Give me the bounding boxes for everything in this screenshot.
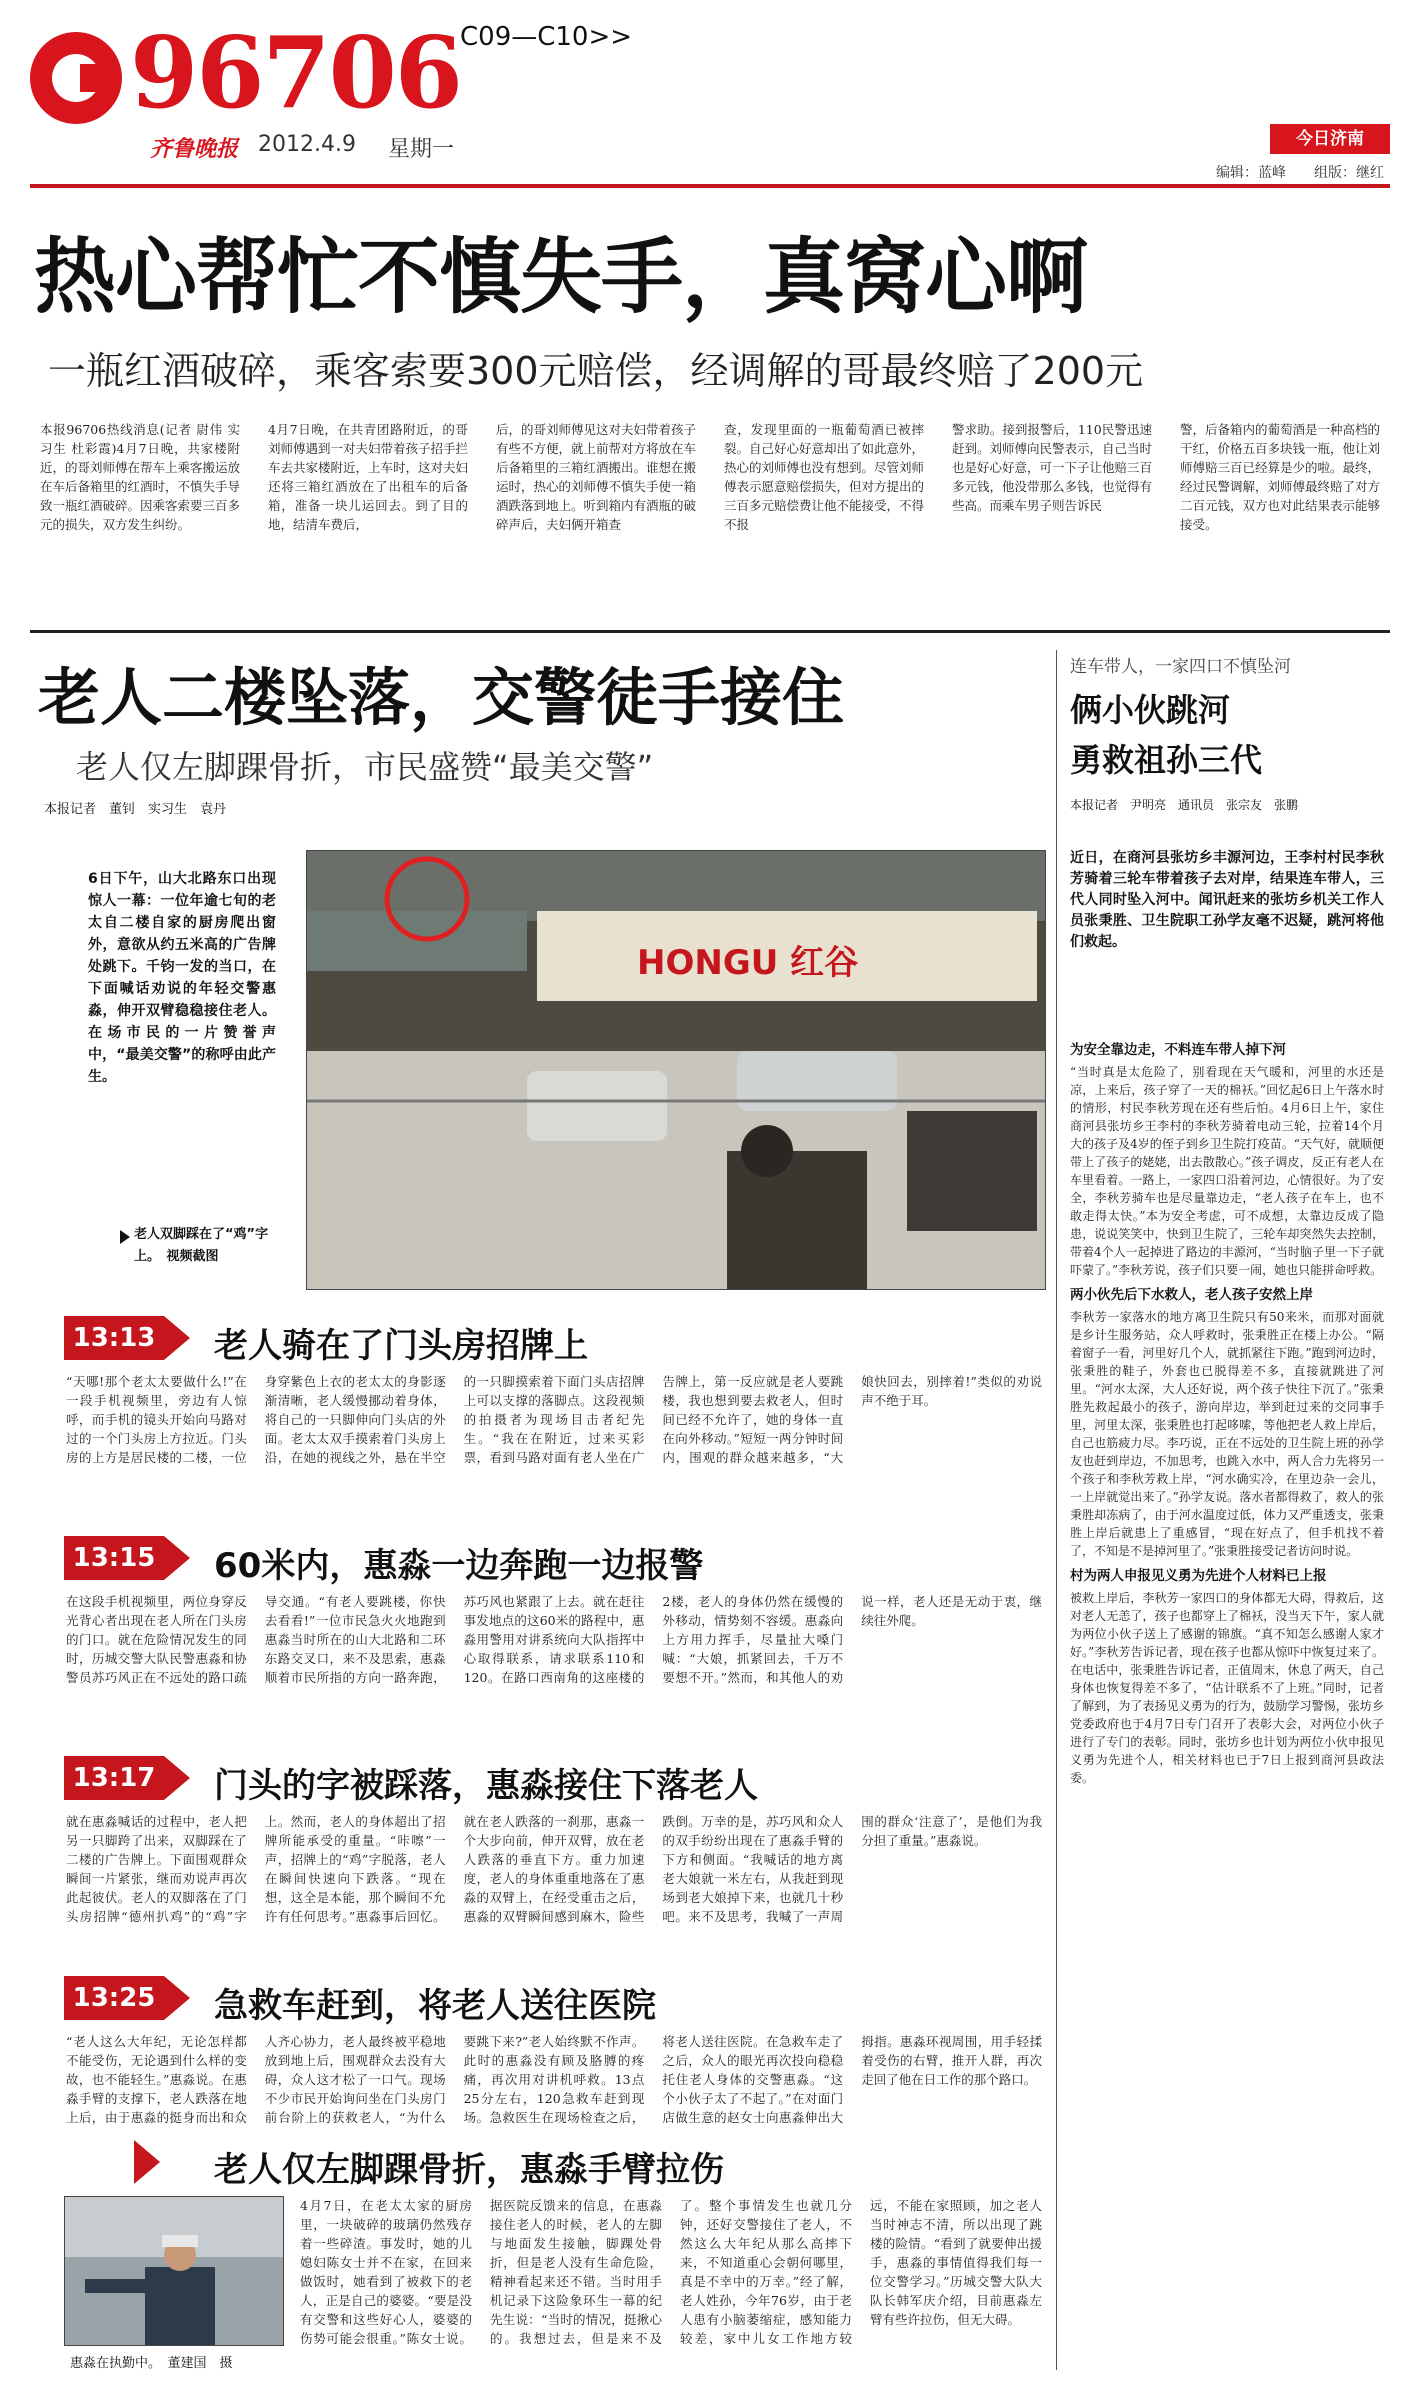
officer-photo-drawing: [65, 2197, 284, 2346]
officer-caption: 惠淼在执勤中。 董建国 摄: [70, 2356, 233, 2371]
sidebar-kicker: 连车带人，一家四口不慎坠河: [1070, 657, 1291, 677]
lead-col-2: 4月7日晚，在共青团路附近，的哥刘师傅遇到一对夫妇带着孩子招手拦车去共家楼附近，上车时，这对夫妇还将三箱红酒放在了出租车的后备箱，准备一块儿运回去。到了目的地，结清车费后，: [268, 422, 469, 532]
sidebar-text-1: “当时真是太危险了，别看现在天气暖和，河里的水还是凉，上来后，孩子穿了一天的棉袄。”回忆起6日上午落水时的情形，村民李秋芳现在还有些后怕。4月6日上午，家住商河县张坊乡王李村的李秋芳骑着电动三轮，拉着14个月大的孩子及4岁的侄子到乡卫生院打疫苗。“天气好，就顺便带上了孩子的姥姥，出去散散心。”孩子调皮，反正有老人在车里看着。一路上，一家四口沿着河边，心情很好。为了安全，李秋芳骑车也是尽量靠边走，“老人孩子在车上，也不敢走得太快。”本为安全考虑，可不成想，太靠边反成了隐患，说说笑笑中，快到卫生院了，三轮车却突然失去控制，带着4个人一起掉进了路边的丰源河，“当时脑子里一下子就吓蒙了。”李秋芳说，孩子们只要一闹，她也只能拼命呼救。: [1070, 1065, 1384, 1277]
section-1325-header: [64, 1976, 1044, 2026]
story2-byline: 本报记者 董钊 实习生 袁丹: [44, 802, 227, 817]
photo-caption: 老人双脚踩在了“鸡”字上。 视频截图: [134, 1227, 269, 1264]
sidebar-subhead-2: 两小伙先后下水救人，老人孩子安然上岸: [1070, 1287, 1313, 1303]
sidebar-headline-2: 勇救祖孙三代: [1070, 741, 1263, 779]
sidebar-text-3: 被救上岸后，李秋芳一家四口的身体都无大碍，得救后，这对老人无恙了，孩子也都穿上了棉袄，没当天下午，家人就为两位小伙子送上了感谢的锦旗。“真不知怎么感谢人家才好。”李秋芳告诉记者，现在孩子也都从惊吓中恢复过来了。在电话中，张秉胜告诉记者，正值周末，休息了两天，自己身体也恢复得差不多了，“估计联系不了上班。”同时，记者了解到，为了表扬见义勇为的行为，鼓励学习警惕，张坊乡党委政府也于4月7日专门召开了表彰大会，对两位小伙子进行了专门的表彰。同时，张坊乡也计划为两位小伙申报见义勇为先进个人，相关材料也已于7日上报到商河县政法委。: [1070, 1591, 1384, 1785]
issue-date: 2012.4.9: [258, 132, 356, 157]
lead-headline: 热心帮忙不慎失手，真窝心啊: [34, 230, 1088, 325]
page-range: C09—C10>>: [460, 22, 633, 52]
section-1313-header: [64, 1316, 1044, 1366]
hotline-number: 96706: [130, 16, 461, 131]
story2-headline: 老人二楼坠落，交警徒手接住: [38, 661, 845, 734]
lead-bottom-rule: [30, 630, 1390, 633]
lead-col-6: 警，后备箱内的葡萄酒是一种高档的干红，价格五百多块钱一瓶，他让刘师傅赔三百已经算是少的啦。最终，经过民警调解，刘师傅最终赔了对方二百元钱，双方也对此结果表示能够接受。: [1180, 422, 1381, 532]
section-time-badge: 13:25: [64, 1976, 164, 2020]
officer-photo: [64, 2196, 284, 2346]
section-title: 60米内，惠淼一边奔跑一边报警: [214, 1546, 704, 1586]
section-1317-text: 就在惠淼喊话的过程中，老人把另一只脚跨了出来，双脚踩在了二楼的广告牌上。下面围观群众瞬间一片紧张，继而劝说声再次此起彼伏。老人的双脚落在了门头房招牌“德州扒鸡”的“鸡”字上。然而，老人的身体超出了招牌所能承受的重量。“咔嚓”一声，招牌上的“鸡”字脱落，老人在瞬间快速向下跌落。“现在想，这全是本能，那个瞬间不允许有任何思考。”惠淼事后回忆。就在老人跌落的一刹那，惠淼一个大步向前，伸开双臂，放在老人跌落的垂直下方。重力加速度，老人的身体重重地落在了惠淼的双臂上，在经受重击之后，惠淼的双臂瞬间感到麻木，险些跌倒。万幸的是，苏巧风和众人的双手纷纷出现在了惠淼手臂的下方和侧面。“我喊话的地方离老大娘就一米左右，从我赶到现场到老大娘掉下来，也就几十秒吧。来不及思考，我喊了一声周围的群众‘注意了’，是他们为我分担了重量。”惠淼说。: [66, 1814, 1042, 1924]
lead-col-5: 警求助。接到报警后，110民警迅速赶到。刘师傅向民警表示，自己当时也是好心好意，可一下子让他赔三百多元钱，他没带那么多钱，也觉得有些高。而乘车男子则告诉民: [952, 422, 1153, 513]
sidebar-headline-1: 俩小伙跳河: [1070, 691, 1231, 729]
section-time-badge: 13:15: [64, 1536, 164, 1580]
section-title: 老人骑在了门头房招牌上: [214, 1326, 588, 1366]
paper-name: 齐鲁晚报: [150, 136, 239, 162]
arrow-right-icon: [164, 1316, 190, 1360]
photo-shop-sign: HONGU 红谷: [637, 943, 859, 983]
sidebar-subhead-3: 村为两人申报见义勇为先进个人材料已上报: [1070, 1568, 1327, 1584]
sidebar-divider: [1056, 650, 1057, 2370]
section-title: 急救车赶到，将老人送往医院: [214, 1986, 656, 2026]
sidebar-intro: 近日，在商河县张坊乡丰源河边，王李村村民李秋芳骑着三轮车带着孩子去对岸，结果连车带人，三代人同时坠入河中。闻讯赶来的张坊乡机关工作人员张秉胜、卫生院职工孙学友毫不迟疑，跳河将他们救起。: [1070, 850, 1384, 950]
arrow-right-icon: [164, 1536, 190, 1580]
story2-intro: 6日下午，山大北路东口出现惊人一幕：一位年逾七旬的老太自二楼自家的厨房爬出窗外，意欲从约五米高的广告牌处跳下。千钧一发的当口，在下面喊话劝说的年轻交警惠淼，伸开双臂稳稳接住老人。在场市民的一片赞誉声中，“最美交警”的称呼由此产生。: [88, 871, 276, 1085]
lead-columns: [40, 420, 1380, 620]
lead-col-3: 后，的哥刘师傅见这对夫妇带着孩子有些不方便，就上前帮对方将放在车后备箱里的三箱红酒搬出。谁想在搬运时，热心的刘师傅不慎失手使一箱酒跌落到地上。听到箱内有酒瓶的破碎声后，夫妇俩开箱查: [496, 422, 697, 532]
masthead-rule: [30, 184, 1390, 188]
arrow-right-icon: [164, 1756, 190, 1800]
lead-subhead: 一瓶红酒破碎，乘客索要300元赔偿，经调解的哥最终赔了200元: [48, 349, 1144, 393]
section-final-text: 4月7日，在老太太家的厨房里，一块破碎的玻璃仍然残存着一些碎渣。事发时，她的儿媳妇陈女士并不在家，在回来做饭时，她看到了被救下的老人，正是自己的婆婆。“要是没有交警和这些好心人，婆婆的伤势可能会很重。”陈女士说。据医院反馈来的信息，在惠淼接住老人的时候，老人的左脚与地面发生接触，脚踝处骨折，但是老人没有生命危险，精神看起来还不错。当时用手机记录下这险象环生一幕的纪先生说：“当时的情况，挺揪心的。我想过去，但是来不及了。整个事情发生也就几分钟，还好交警接住了老人，不然这么大年纪从那么高摔下来，不知道重心会朝何哪里，真是不幸中的万幸。”经了解，老人姓孙，今年76岁，由于老人患有小脑萎缩症，感知能力较差，家中儿女工作地方较远，不能在家照顾，加之老人当时神志不清，所以出现了跳楼的险情。“看到了就要伸出援手，惠淼的事情值得我们每一位交警学习。”历城交警大队大队长韩军庆介绍，目前惠淼左臂有些许拉伤，但无大碍。: [300, 2198, 1042, 2346]
photo-caption-marker-icon: [120, 1230, 130, 1244]
section-1313-text: “天哪!那个老太太要做什么!”在一段手机视频里，旁边有人惊呼，而手机的镜头开始向马路对过的一个门头房上方拉近。门头房的上方是居民楼的二楼，一位身穿紫色上衣的老太太的身影逐渐清晰，老人缓慢挪动着身体，将自己的一只脚伸向门头店的外面。老太太双手摸索着门头房上沿，在她的视线之外，悬在半空的一只脚摸索着下面门头店招牌上可以支撑的落脚点。这段视频的拍摄者为现场目击者纪先生。“我在在附近，过来买彩票，看到马路对面有老人坐在广告牌上，第一反应就是老人要跳楼，我也想到要去救老人，但时间已经不允许了，她的身体一直在向外移动。”短短一两分钟时间内，围观的群众越来越多，“大娘快回去，别摔着!”类似的劝说声不绝于耳。: [66, 1374, 1042, 1465]
section-1315-text: 在这段手机视频里，两位身穿反光背心者出现在老人所在门头房的门口。就在危险情况发生的同时，历城交警大队民警惠淼和协警员苏巧风正在不远处的路口疏导交通。“有老人要跳楼，你快去看看!”一位市民急火火地跑到惠淼当时所在的山大北路和二环东路交叉口，来不及思索，惠淼顺着市民所指的方向一路奔跑，苏巧风也紧跟了上去。就在赶往事发地点的这60米的路程中，惠淼用警用对讲系统向大队指挥中心取得联系，请求联系110和120。在路口西南角的这座楼的2楼，老人的身体仍然在缓慢的外移动，情势刻不容缓。惠淼向上方用力挥手，尽量扯大嗓门喊：“大娘，抓紧回去，千万不要想不开。”然而，和其他人的劝说一样，老人还是无动于衷，继续往外爬。: [66, 1594, 1042, 1685]
lead-col-1: 本报96706热线消息(记者 尉伟 实习生 杜彩霞)4月7日晚，共家楼附近，的哥刘师傅在帮车上乘客搬运放在车后备箱里的红酒时，不慎失手导致一瓶红酒破碎。因乘客索要三百多元的损失，双方发生纠纷。: [40, 422, 241, 532]
section-1315-header: [64, 1536, 1044, 1586]
section-title: 老人仅左脚踝骨折，惠淼手臂拉伤: [214, 2150, 724, 2190]
lead-col-4: 查，发现里面的一瓶葡萄酒已被摔裂。自己好心好意却出了如此意外，热心的刘师傅也没有想到。尽管刘师傅表示愿意赔偿损失，但对方提出的三百多元赔偿费让他不能接受，不得不报: [724, 422, 925, 532]
sidebar-text-2: 李秋芳一家落水的地方离卫生院只有50来米，而那对面就是乡计生服务站，众人呼救时，张秉胜正在楼上办公。“隔着窗子一看，河里好几个人，就抓紧往下跑。”跑到河边时，张秉胜的鞋子，外套也已脱得差不多，直接就跳进了河里。“河水太深，大人还好说，两个孩子快往下沉了。”张秉胜先救起最小的孩子，游向岸边，举到赶过来的交同事手里，河里太深，张秉胜也打起哆嗦，等他把老人救上岸后，自己也筋疲力尽。李巧说，正在不远处的卫生院上班的孙学友也赶到岸边，不加思考，也跳入水中，两人合力先将另一个孩子和李秋芳救上岸，“河水确实冷，在里边杂一会儿，一上岸就觉出来了。”孙学友说。落水者都得救了，救人的张秉胜却冻病了，由于河水温度过低，体力又严重透支，张秉胜上岸后就患上了重感冒，“现在好点了，但手机找不着了，不知是不是掉河里了。”张秉胜接受记者访问时说。: [1070, 1310, 1384, 1558]
masthead: [30, 16, 1390, 181]
story2-subhead: 老人仅左脚踝骨折，市民盛赞“最美交警”: [76, 748, 654, 786]
section-time-badge: 13:13: [64, 1316, 164, 1360]
scene-photo: [306, 850, 1046, 1290]
section-1317-header: [64, 1756, 1044, 1806]
sidebar-body: [1070, 1034, 1384, 2370]
arrow-right-icon: [134, 2140, 160, 2184]
designer-credit: 组版：继红: [1314, 165, 1384, 181]
section-time-badge: 13:17: [64, 1756, 164, 1800]
sidebar-subhead-1: 为安全靠边走，不料连车带人掉下河: [1070, 1042, 1286, 1058]
section-final-header: [64, 2140, 1044, 2190]
issue-weekday: 星期一: [388, 137, 455, 162]
section-tag: 今日济南: [1270, 124, 1390, 154]
section-1325-text: “老人这么大年纪，无论怎样都不能受伤，无论遇到什么样的变故，也不能轻生。”惠淼说。在惠淼手臂的支撑下，老人跌落在地上后，由于惠淼的挺身而出和众人齐心协力，老人最终被平稳地放到地上后，围观群众去没有大碍，众人这才松了一口气。现场不少市民开始询问坐在门头房门前台阶上的获救老人，“为什么要跳下来?”老人始终默不作声。此时的惠淼没有顾及胳膊的疼痛，再次用对讲机呼救。13点25分左右，120急救车赶到现场。急救医生在现场检查之后，将老人送往医院。在急救车走了之后，众人的眼光再次投向稳稳托住老人身体的交警惠淼。“这个小伙子太了不起了。”在对面门店做生意的赵女士向惠淼伸出大拇指。惠淼环视周围，用手轻揉着受伤的右臂，推开人群，再次走回了他在日工作的那个路口。: [66, 2034, 1042, 2125]
section-title: 门头的字被踩落，惠淼接住下落老人: [214, 1766, 758, 1806]
sidebar-byline: 本报记者 尹明亮 通讯员 张宗友 张鹏: [1070, 798, 1299, 812]
editor-credit: 编辑：蓝峰: [1216, 165, 1286, 181]
scene-photo-drawing: [307, 851, 1046, 1290]
arrow-right-icon: [164, 1976, 190, 2020]
